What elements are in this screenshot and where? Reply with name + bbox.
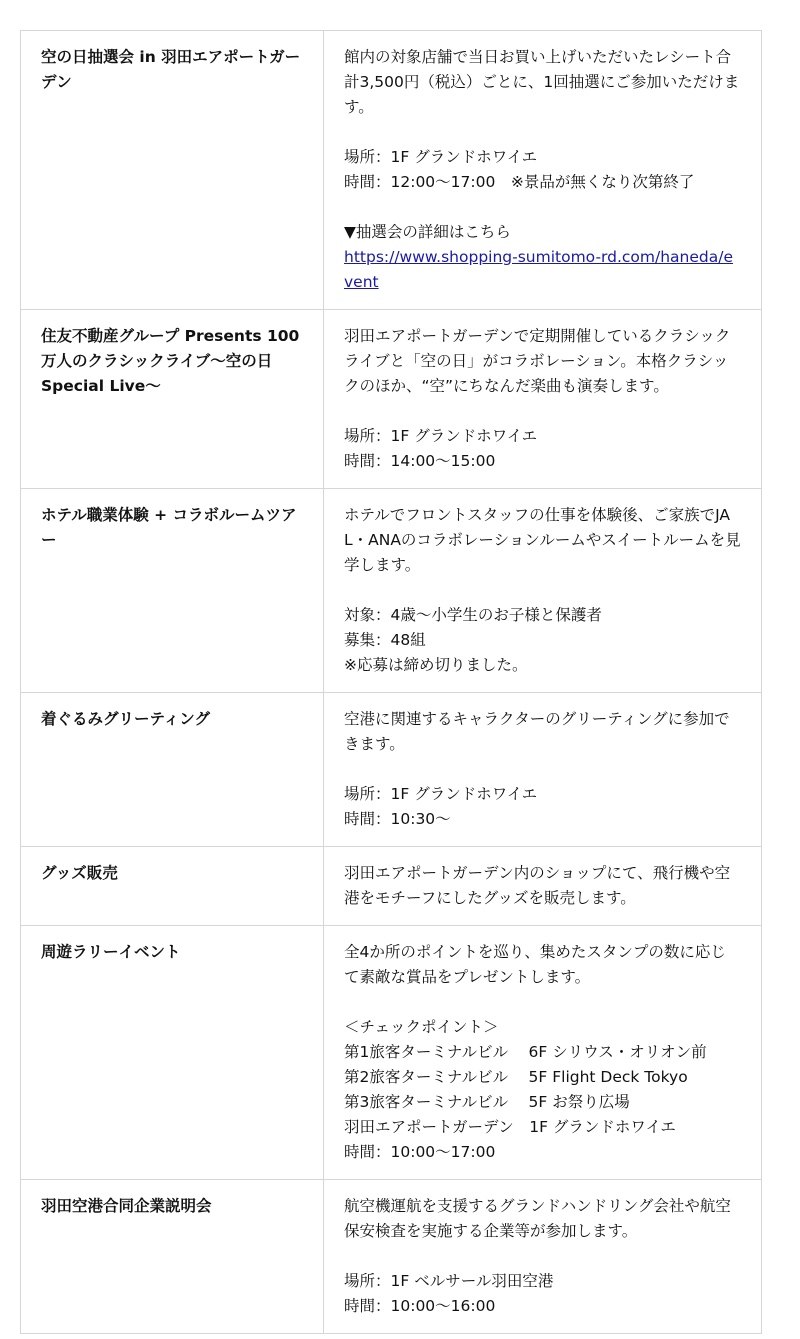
event-title: グッズ販売 xyxy=(41,864,118,882)
events-table xyxy=(20,30,762,1334)
spacer xyxy=(344,120,741,145)
event-description: 羽田エアポートガーデン内のショップにて、飛行機や空港をモチーフにしたグッズを販売します。 xyxy=(344,864,731,907)
event-note: ※応募は締め切りました。 xyxy=(344,656,528,674)
checkpoint-item: 羽田エアポートガーデン 1F グランドホワイエ xyxy=(344,1118,676,1136)
event-title-cell xyxy=(21,31,324,310)
event-description: ホテルでフロントスタッフの仕事を体験後、ご家族でJAL・ANAのコラボレーションルームやスイートルームを見学します。 xyxy=(344,506,741,574)
event-description-cell xyxy=(324,926,762,1180)
event-title: ホテル職業体験 + コラボルームツアー xyxy=(41,506,297,549)
event-description-cell xyxy=(324,693,762,847)
checkpoint-item: 第1旅客ターミナルビル 6F シリウス・オリオン前 xyxy=(344,1043,707,1061)
spacer xyxy=(344,990,741,1015)
event-location: 場所：1F グランドホワイエ xyxy=(344,427,538,445)
event-row xyxy=(21,310,762,489)
event-description-cell xyxy=(324,310,762,489)
event-location: 場所：1F グランドホワイエ xyxy=(344,785,538,803)
event-row xyxy=(21,926,762,1180)
event-title-cell xyxy=(21,926,324,1180)
event-description-cell xyxy=(324,31,762,310)
event-target: 対象：4歳〜小学生のお子様と保護者 xyxy=(344,606,602,624)
event-title: 空の日抽選会 in 羽田エアポートガーデン xyxy=(41,48,301,91)
spacer xyxy=(344,1244,741,1269)
event-row xyxy=(21,693,762,847)
event-detail-link[interactable]: https://www.shopping-sumitomo-rd.com/haneda/event xyxy=(344,248,734,291)
event-location: 場所：1F グランドホワイエ xyxy=(344,148,538,166)
event-capacity: 募集：48組 xyxy=(344,631,426,649)
event-row xyxy=(21,847,762,926)
checkpoint-item: 第3旅客ターミナルビル 5F お祭り広場 xyxy=(344,1093,630,1111)
event-description-cell xyxy=(324,489,762,693)
event-title-cell xyxy=(21,310,324,489)
event-time: 時間：12:00〜17:00 ※景品が無くなり次第終了 xyxy=(344,173,695,191)
event-title-cell xyxy=(21,1180,324,1334)
checkpoint-heading: ＜チェックポイント＞ xyxy=(344,1018,499,1036)
event-title: 着ぐるみグリーティング xyxy=(41,710,210,728)
event-description-cell xyxy=(324,1180,762,1334)
event-row xyxy=(21,1180,762,1334)
event-description: 航空機運航を支援するグランドハンドリング会社や航空保安検査を実施する企業等が参加します。 xyxy=(344,1197,731,1240)
event-description: 羽田エアポートガーデンで定期開催しているクラシックライブと「空の日」がコラボレーション。本格クラシックのほか、“空”にちなんだ楽曲も演奏します。 xyxy=(344,327,731,395)
event-time: 時間：10:30〜 xyxy=(344,810,451,828)
event-title-cell xyxy=(21,489,324,693)
spacer xyxy=(344,399,741,424)
event-link-label: ▼抽選会の詳細はこちら xyxy=(344,223,511,241)
event-description-cell xyxy=(324,847,762,926)
event-description: 全4か所のポイントを巡り、集めたスタンプの数に応じて素敵な賞品をプレゼントします。 xyxy=(344,943,726,986)
event-row xyxy=(21,31,762,310)
event-title: 住友不動産グループ Presents 100万人のクラシックライブ〜空の日Special Live〜 xyxy=(41,327,300,395)
spacer xyxy=(344,195,741,220)
event-time: 時間：10:00〜16:00 xyxy=(344,1297,496,1315)
event-description: 館内の対象店舗で当日お買い上げいただいたレシート合計3,500円（税込）ごとに、1回抽選にご参加いただけます。 xyxy=(344,48,740,116)
event-title: 周遊ラリーイベント xyxy=(41,943,181,961)
event-time: 時間：14:00〜15:00 xyxy=(344,452,496,470)
event-title-cell xyxy=(21,693,324,847)
event-location: 場所：1F ベルサール羽田空港 xyxy=(344,1272,554,1290)
spacer xyxy=(344,578,741,603)
event-row xyxy=(21,489,762,693)
event-title: 羽田空港合同企業説明会 xyxy=(41,1197,212,1215)
event-title-cell xyxy=(21,847,324,926)
event-description: 空港に関連するキャラクターのグリーティングに参加できます。 xyxy=(344,710,730,753)
event-time: 時間：10:00〜17:00 xyxy=(344,1143,496,1161)
checkpoint-item: 第2旅客ターミナルビル 5F Flight Deck Tokyo xyxy=(344,1068,688,1086)
spacer xyxy=(344,757,741,782)
